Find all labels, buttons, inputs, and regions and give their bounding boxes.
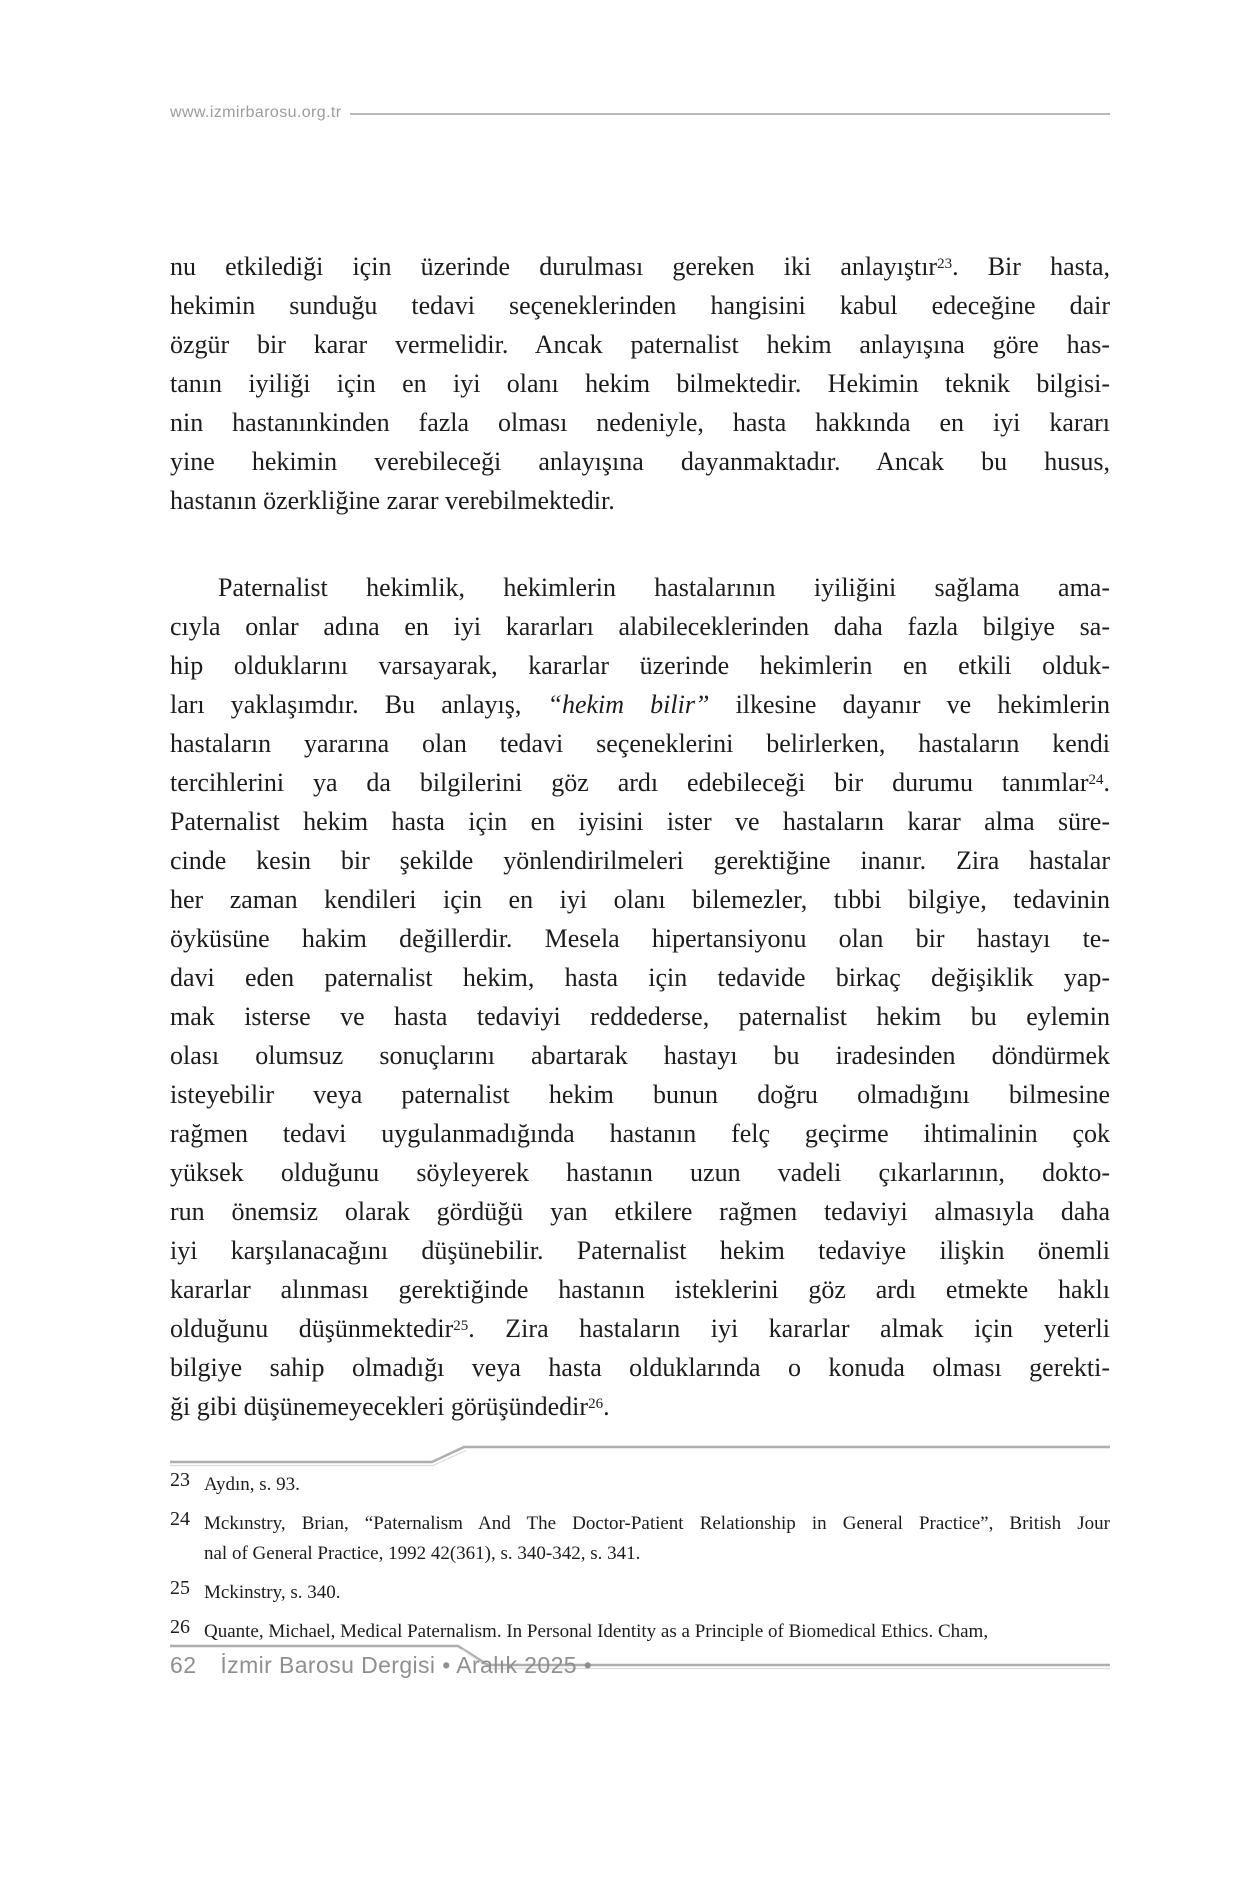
text-line: yine hekimin verebileceği anlayışına dayanmaktadır. Ancak bu husus, [170, 447, 1110, 476]
journal-title: İzmir Barosu Dergisi • Aralık 2025 • [220, 1652, 593, 1678]
paragraph-1 [170, 247, 1110, 520]
footnote-text [204, 1617, 1110, 1647]
text-line: hekimin sunduğu tedavi seçeneklerinden hangisini kabul edeceğine dair [170, 291, 1110, 320]
text-line: Paternalist hekim hasta için en iyisini ister ve hastaların karar alma süre- [170, 807, 1110, 836]
text-line: ği gibi düşünemeyecekleri görüşündedir$^{26}$. [170, 1392, 610, 1421]
text-line: hastaların yararına olan tedavi seçeneklerini belirlerken, hastaların kendi [170, 729, 1110, 758]
text-line: cinde kesin bir şekilde yönlendirilmeleri gerektiğine inanır. Zira hastalar [170, 846, 1110, 875]
footnote-ref-26: 26 [588, 1396, 604, 1412]
paragraph-2 [170, 568, 1110, 1426]
footnotes-section [170, 1470, 1110, 1656]
text-line: bilgiye sahip olmadığı veya hasta olduklarında o konuda olması gerekti- [170, 1353, 1110, 1382]
text-line: iyi karşılanacağını düşünebilir. Paternalist hekim tedaviye ilişkin önemli [170, 1236, 1110, 1265]
text-line: cıyla onlar adına en iyi kararları alabileceklerinden daha fazla bilgiye sa- [170, 612, 1110, 641]
footnote-ref-23: 23 [937, 256, 953, 272]
text-line: olduğunu düşünmektedir$^{25}$. Zira hastaların iyi kararlar almak için yeterli [170, 1314, 1110, 1343]
body-text [170, 247, 1110, 1426]
footnote-number: 24 [170, 1508, 190, 1530]
footnote-23 [170, 1470, 1110, 1500]
footnote-ref-24: 24 [1088, 772, 1104, 788]
page-footer [170, 1652, 1110, 1679]
footnote-25 [170, 1578, 1110, 1608]
text-line: öyküsüne hakim değillerdir. Mesela hipertansiyonu olan bir hastayı te- [170, 924, 1110, 953]
text-line: rağmen tedavi uygulanmadığında hastanın felç geçirme ihtimalinin çok [170, 1119, 1110, 1148]
text-line: hip olduklarını varsayarak, kararlar üzerinde hekimlerin en etkili olduk- [170, 651, 1110, 680]
page-number: 62 [170, 1652, 197, 1678]
footnote-text [204, 1509, 1110, 1569]
footnote-separator [170, 1447, 1110, 1462]
footnote-line: Quante, Michael, Medical Paternalism. In Personal Identity as a Principle of Biomedical Ethics. Cham, [204, 1621, 989, 1642]
footnote-number: 25 [170, 1577, 190, 1599]
footnote-number: 26 [170, 1616, 190, 1638]
text-line: ları yaklaşımdır. Bu anlayış, “hekim bilir” ilkesine dayanır ve hekimlerin [170, 690, 1110, 719]
footnote-line: Mckinstry, s. 340. [204, 1582, 341, 1603]
text-line: nin hastanınkinden fazla olması nedeniyle, hasta hakkında en iyi kararı [170, 408, 1110, 437]
page-header [170, 104, 1110, 122]
text-line: isteyebilir veya paternalist hekim bunun doğru olmadığını bilmesine [170, 1080, 1110, 1109]
footnote-line: Aydın, s. 93. [204, 1474, 300, 1495]
text-line: davi eden paternalist hekim, hasta için tedavide birkaç değişiklik yap- [170, 963, 1110, 992]
text-line: nu etkilediği için üzerinde durulması gereken iki anlayıştır$^{23}$. Bir hasta, [170, 252, 1110, 281]
footnote-line: Mckınstry, Brian, “Paternalism And The Doctor-Patient Relationship in General Practice”, British Jour [204, 1513, 1110, 1534]
text-line: hastanın özerkliğine zarar verebilmektedir. [170, 486, 615, 515]
text-line: kararlar alınması gerektiğinde hastanın isteklerini göz ardı etmekte haklı [170, 1275, 1110, 1304]
footnote-text [204, 1578, 1110, 1608]
text-line: olası olumsuz sonuçlarını abartarak hastayı bu iradesinden döndürmek [170, 1041, 1110, 1070]
footnote-line: nal of General Practice, 1992 42(361), s. 340-342, s. 341. [204, 1543, 641, 1564]
footnote-text [204, 1470, 1110, 1500]
footnote-separator-shadow [170, 1451, 466, 1466]
header-url: www.izmirbarosu.org.tr [170, 104, 342, 121]
text-line: tanın iyiliği için en iyi olanı hekim bilmektedir. Hekimin teknik bilgisi- [170, 369, 1110, 398]
text-line: tercihlerini ya da bilgilerini göz ardı edebileceği bir durumu tanımlar$^{24}$. [170, 768, 1110, 797]
footnote-26 [170, 1617, 1110, 1647]
text-line: özgür bir karar vermelidir. Ancak paternalist hekim anlayışına göre has- [170, 330, 1110, 359]
header-rule [350, 113, 1110, 115]
italic-phrase: “hekim bilir” [547, 690, 710, 719]
footnote-number: 23 [170, 1469, 190, 1491]
footnote-24 [170, 1509, 1110, 1569]
text-line: run önemsiz olarak gördüğü yan etkilere rağmen tedaviyi almasıyla daha [170, 1197, 1110, 1226]
text-line: her zaman kendileri için en iyi olanı bilemezler, tıbbi bilgiye, tedavinin [170, 885, 1110, 914]
text-line: Paternalist hekimlik, hekimlerin hastalarının iyiliğini sağlama ama- [218, 573, 1110, 602]
text-line: yüksek olduğunu söyleyerek hastanın uzun vadeli çıkarlarının, dokto- [170, 1158, 1110, 1187]
text-line: mak isterse ve hasta tedaviyi reddederse, paternalist hekim bu eylemin [170, 1002, 1110, 1031]
footnote-ref-25: 25 [453, 1318, 469, 1334]
